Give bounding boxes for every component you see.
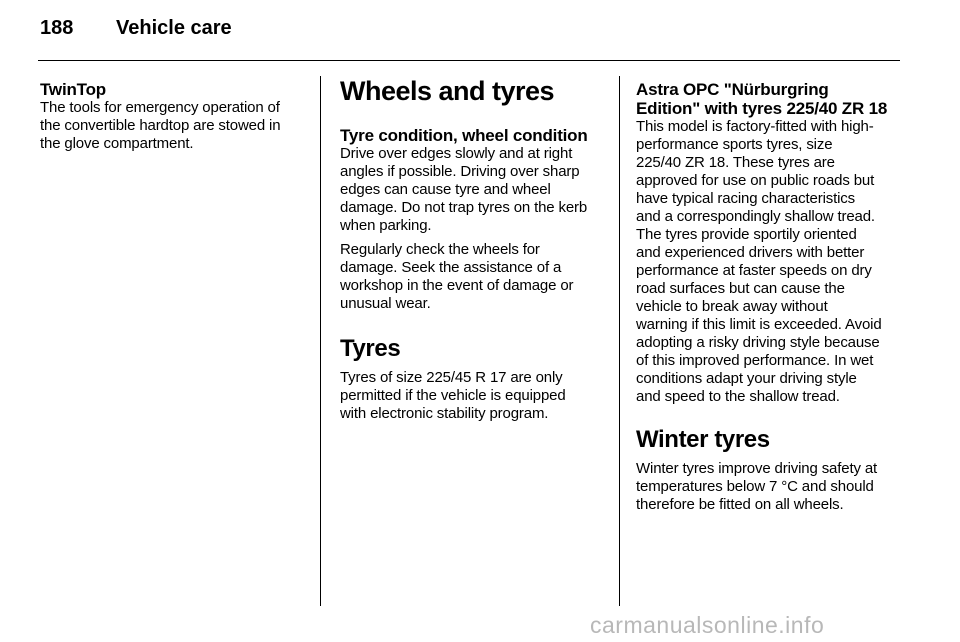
tyre-condition-heading: Tyre condition, wheel condition: [340, 126, 588, 145]
column-2: [340, 76, 610, 423]
tyres-title: Tyres: [340, 335, 401, 362]
astra-opc-paragraph: This model is factory-fitted with high- performance sports tyres, size 225/40 ZR 18. These tyres are approved for use on public roads but have typical racing characteristics and a correspondingly shallow tread. The tyres provide sportily oriented and experienced drivers with better performance at faster speeds on dry road surfaces but can cause the vehicle to break away without warning if this limit is exceeded. Avoid adopting a risky driving style because of this improved performance. In wet conditions adapt your driving style and speed to the shallow tread.: [636, 118, 882, 405]
winter-tyres-title: Winter tyres: [636, 426, 770, 453]
watermark: carmanualsonline.info: [590, 612, 825, 638]
winter-tyres-paragraph: Winter tyres improve driving safety at temperatures below 7 °C and should therefore be fitted on all wheels.: [636, 460, 878, 513]
column-divider-left: [320, 76, 321, 606]
twintop-heading: TwinTop: [40, 80, 106, 99]
page-title: Vehicle care: [116, 17, 232, 39]
tyre-condition-paragraph-1: Drive over edges slowly and at right angles if possible. Driving over sharp edges can cause tyre and wheel damage. Do not trap tyres on the kerb when parking.: [340, 145, 588, 234]
astra-opc-heading: Astra OPC "Nürburgring Edition" with tyres 225/40 ZR 18: [636, 80, 888, 118]
wheels-and-tyres-title: Wheels and tyres: [340, 76, 555, 106]
column-divider-right: [619, 76, 620, 606]
page-number: 188: [40, 17, 74, 39]
column-1: [40, 76, 310, 153]
tyre-condition-paragraph-2: Regularly check the wheels for damage. Seek the assistance of a workshop in the event of damage or unusual wear.: [340, 241, 574, 312]
tyres-paragraph: Tyres of size 225/45 R 17 are only permitted if the vehicle is equipped with electronic stability program.: [340, 369, 566, 422]
header-rule: [38, 60, 900, 61]
twintop-paragraph: The tools for emergency operation of the convertible hardtop are stowed in the glove compartment.: [40, 99, 281, 152]
column-3: [636, 76, 906, 514]
